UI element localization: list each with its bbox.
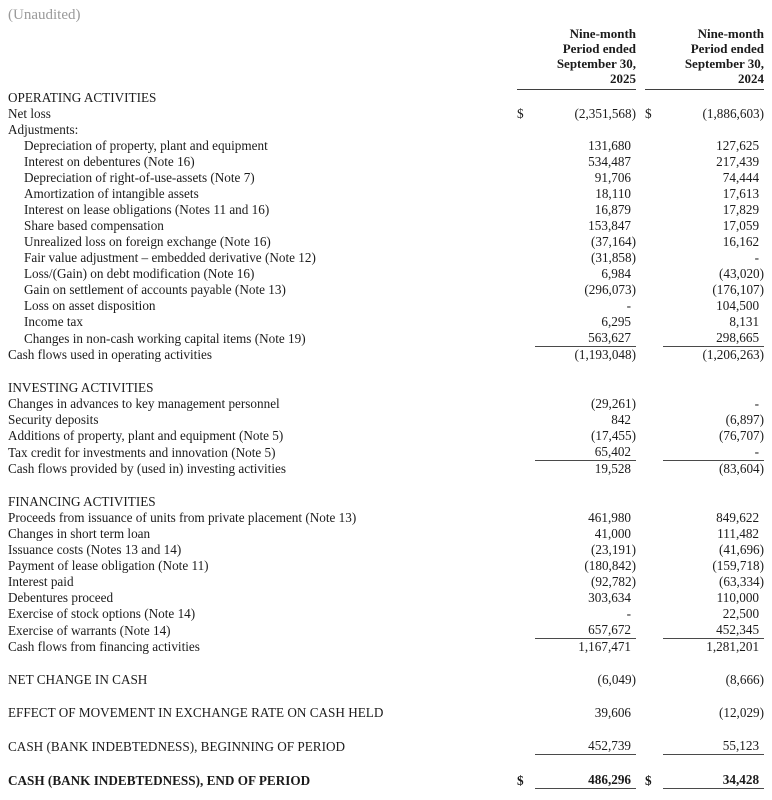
- row-label: Interest paid: [8, 574, 74, 589]
- value-2024: 55,123: [663, 738, 764, 755]
- column-gap: [636, 250, 645, 266]
- dollar-sign-2025: [517, 705, 535, 721]
- value-2024: (8,666): [725, 672, 765, 687]
- dollar-sign-2025: [517, 542, 535, 558]
- column-header-line: Period ended: [562, 41, 637, 56]
- table-header: [8, 26, 764, 90]
- dollar-sign-2024: [645, 444, 663, 461]
- column-gap: [636, 622, 645, 639]
- value-2024: (1,206,263): [702, 347, 765, 362]
- dollar-sign-2024: [645, 380, 663, 396]
- row-label: Additions of property, plant and equipment (Note 5): [8, 428, 284, 443]
- value-2025: 842: [611, 412, 632, 427]
- column-gap: [636, 558, 645, 574]
- value-2024: -: [663, 444, 764, 461]
- table-row: [8, 122, 764, 138]
- column-gap: [636, 606, 645, 622]
- row-label: Interest on debentures (Note 16): [24, 154, 195, 169]
- row-label: Loss on asset disposition: [24, 298, 156, 313]
- dollar-sign-2025: [517, 122, 535, 138]
- value-2025: (17,455): [590, 428, 637, 443]
- row-label: Exercise of stock options (Note 14): [8, 606, 196, 621]
- dollar-sign-2025: [517, 330, 535, 347]
- dollar-sign-2025: $: [517, 772, 524, 788]
- value-2025: (31,858): [590, 250, 637, 265]
- value-2025: (296,073): [584, 282, 637, 297]
- table-row: [8, 170, 764, 186]
- spacer-row: [8, 477, 764, 494]
- table-row: [8, 494, 764, 510]
- row-label: Proceeds from issuance of units from private placement (Note 13): [8, 510, 357, 525]
- table-row: [8, 266, 764, 282]
- value-2024: (41,696): [718, 542, 765, 557]
- row-label: Issuance costs (Notes 13 and 14): [8, 542, 182, 557]
- cash-flow-table: [8, 26, 764, 789]
- column-header-line: 2024: [738, 71, 765, 86]
- value-2025: 486,296: [535, 772, 636, 789]
- table-row: [8, 396, 764, 412]
- spacer-cell: [8, 688, 764, 705]
- column-gap: [636, 396, 645, 412]
- dollar-sign-2025: [517, 639, 535, 656]
- table-row: [8, 705, 764, 721]
- table-row: [8, 672, 764, 688]
- column-header-line: 2025: [610, 71, 637, 86]
- row-label: Adjustments:: [8, 122, 79, 137]
- value-2024: 17,059: [722, 218, 760, 233]
- value-2025: 16,879: [594, 202, 632, 217]
- table-row: [8, 542, 764, 558]
- row-label: FINANCING ACTIVITIES: [8, 494, 156, 509]
- dollar-sign-2025: [517, 412, 535, 428]
- value-2025: 65,402: [535, 444, 636, 461]
- row-label: Income tax: [24, 314, 83, 329]
- dollar-sign-2025: [517, 380, 535, 396]
- dollar-sign-2025: [517, 396, 535, 412]
- column-gap: [636, 234, 645, 250]
- spacer-row: [8, 755, 764, 773]
- dollar-sign-2024: [645, 218, 663, 234]
- dollar-sign-2024: [645, 590, 663, 606]
- dollar-sign-2024: [645, 250, 663, 266]
- table-row: [8, 138, 764, 154]
- table-row: [8, 606, 764, 622]
- value-2025: 563,627: [535, 330, 636, 347]
- table-row: [8, 590, 764, 606]
- dollar-sign-2025: [517, 461, 535, 478]
- column-gap: [636, 412, 645, 428]
- value-2024: [663, 90, 764, 107]
- column-gap: [636, 461, 645, 478]
- dollar-sign-2024: [645, 266, 663, 282]
- value-2024: (43,020): [718, 266, 765, 281]
- value-2024: (83,604): [718, 461, 765, 476]
- value-2024: 127,625: [716, 138, 760, 153]
- dollar-sign-2025: [517, 250, 535, 266]
- row-label: Debentures proceed: [8, 590, 114, 605]
- column-gap: [636, 574, 645, 590]
- value-2025: [535, 494, 636, 510]
- dollar-sign-2025: [517, 590, 535, 606]
- column-gap: [636, 202, 645, 218]
- column-gap: [636, 672, 645, 688]
- dollar-sign-2024: [645, 639, 663, 656]
- value-2024: 17,613: [722, 186, 760, 201]
- dollar-sign-2025: [517, 672, 535, 688]
- row-label: Cash flows from financing activities: [8, 639, 200, 654]
- row-label: CASH (BANK INDEBTEDNESS), BEGINNING OF PERIOD: [8, 738, 346, 754]
- column-gap: [636, 170, 645, 186]
- table-row: [8, 738, 764, 755]
- dollar-sign-2024: [645, 282, 663, 298]
- dollar-sign-2025: [517, 282, 535, 298]
- column-gap: [636, 122, 645, 138]
- value-2024: (76,707): [718, 428, 765, 443]
- dollar-sign-2024: [645, 738, 663, 755]
- table-row: [8, 461, 764, 478]
- dollar-sign-2024: [645, 396, 663, 412]
- value-2024: 452,345: [663, 622, 764, 639]
- dollar-sign-2025: [517, 526, 535, 542]
- dollar-sign-2024: [645, 90, 663, 107]
- dollar-sign-2024: [645, 298, 663, 314]
- value-2024: -: [754, 396, 760, 411]
- dollar-sign-2024: [645, 412, 663, 428]
- value-2024: [663, 380, 764, 396]
- dollar-sign-2024: [645, 461, 663, 478]
- spacer-row: [8, 688, 764, 705]
- row-label: Net loss: [8, 106, 51, 121]
- dollar-sign-2025: [517, 444, 535, 461]
- dollar-sign-2024: [645, 234, 663, 250]
- value-2025: 303,634: [588, 590, 632, 605]
- dollar-sign-2024: $: [645, 772, 652, 788]
- value-2024: 1,281,201: [706, 639, 760, 654]
- value-2025: 131,680: [588, 138, 632, 153]
- table-row: [8, 574, 764, 590]
- dollar-sign-2025: [517, 154, 535, 170]
- statement-body: [8, 90, 764, 789]
- value-2025: (6,049): [597, 672, 637, 687]
- row-label: Changes in non-cash working capital items (Note 19): [24, 330, 306, 346]
- value-2025: 153,847: [588, 218, 632, 233]
- row-label: Unrealized loss on foreign exchange (Note 16): [24, 234, 271, 249]
- value-2024: 104,500: [716, 298, 760, 313]
- value-2024: 34,428: [663, 772, 764, 789]
- table-row: [8, 218, 764, 234]
- value-2024: (63,334): [718, 574, 765, 589]
- column-gap: [636, 444, 645, 461]
- value-2024: 8,131: [729, 314, 760, 329]
- table-row: [8, 380, 764, 396]
- dollar-sign-2025: [517, 138, 535, 154]
- value-2025: (23,191): [590, 542, 637, 557]
- dollar-sign-2024: [645, 510, 663, 526]
- column-header-2024: [645, 26, 764, 90]
- table-row: [8, 186, 764, 202]
- table-row: [8, 428, 764, 444]
- row-label: Depreciation of right-of-use-assets (Note 7): [24, 170, 255, 185]
- value-2025: [535, 122, 636, 138]
- dollar-sign-2024: [645, 542, 663, 558]
- dollar-sign-2024: [645, 705, 663, 721]
- value-2025: 6,984: [601, 266, 632, 281]
- value-2025: 41,000: [594, 526, 632, 541]
- value-2024: [663, 122, 764, 138]
- column-gap: [636, 314, 645, 330]
- value-2025: 6,295: [601, 314, 632, 329]
- column-gap: [636, 705, 645, 721]
- value-2025: (180,842): [584, 558, 637, 573]
- dollar-sign-2025: [517, 558, 535, 574]
- column-gap: [636, 106, 645, 122]
- dollar-sign-2024: [645, 170, 663, 186]
- row-label: Tax credit for investments and innovation (Note 5): [8, 444, 276, 460]
- row-label: Depreciation of property, plant and equipment: [24, 138, 268, 153]
- value-2024: (176,107): [712, 282, 765, 297]
- spacer-cell: [8, 721, 764, 738]
- row-label: Interest on lease obligations (Notes 11 and 16): [24, 202, 270, 217]
- spacer-cell: [8, 655, 764, 672]
- dollar-sign-2024: [645, 558, 663, 574]
- value-2025: 534,487: [588, 154, 632, 169]
- dollar-sign-2025: [517, 494, 535, 510]
- dollar-sign-2025: [517, 347, 535, 364]
- dollar-sign-2025: $: [517, 106, 524, 121]
- value-2025: (29,261): [590, 396, 637, 411]
- value-2025: [535, 380, 636, 396]
- row-label: Fair value adjustment – embedded derivative (Note 12): [24, 250, 316, 265]
- dollar-sign-2025: [517, 186, 535, 202]
- column-gap: [636, 298, 645, 314]
- spacer-row: [8, 655, 764, 672]
- dollar-sign-2025: [517, 202, 535, 218]
- dollar-sign-2024: [645, 526, 663, 542]
- dollar-sign-2024: [645, 122, 663, 138]
- column-header-2025: [517, 26, 636, 90]
- value-2025: 657,672: [535, 622, 636, 639]
- table-row: [8, 298, 764, 314]
- dollar-sign-2025: [517, 234, 535, 250]
- value-2024: 74,444: [722, 170, 760, 185]
- dollar-sign-2024: [645, 202, 663, 218]
- column-gap: [636, 138, 645, 154]
- column-gap: [636, 90, 645, 107]
- row-label: Changes in short term loan: [8, 526, 151, 541]
- column-header-line: Nine-month: [569, 26, 637, 41]
- value-2024: (1,886,603): [702, 106, 765, 121]
- table-row: [8, 526, 764, 542]
- value-2025: [535, 90, 636, 107]
- column-gap: [636, 218, 645, 234]
- column-gap: [636, 542, 645, 558]
- value-2025: (92,782): [590, 574, 637, 589]
- header-gap-spacer: [636, 26, 645, 90]
- row-label: OPERATING ACTIVITIES: [8, 90, 157, 105]
- value-2025: -: [626, 606, 632, 621]
- table-row: [8, 90, 764, 107]
- value-2025: (1,193,048): [574, 347, 637, 362]
- row-label: Loss/(Gain) on debt modification (Note 16): [24, 266, 255, 281]
- column-gap: [636, 639, 645, 656]
- dollar-sign-2025: [517, 738, 535, 755]
- column-gap: [636, 186, 645, 202]
- column-gap: [636, 494, 645, 510]
- dollar-sign-2024: [645, 428, 663, 444]
- dollar-sign-2025: [517, 218, 535, 234]
- column-gap: [636, 380, 645, 396]
- dollar-sign-2024: [645, 606, 663, 622]
- column-gap: [636, 510, 645, 526]
- table-row: [8, 250, 764, 266]
- dollar-sign-2025: [517, 90, 535, 107]
- value-2024: 217,439: [716, 154, 760, 169]
- table-row: [8, 202, 764, 218]
- spacer-cell: [8, 755, 764, 773]
- column-gap: [636, 526, 645, 542]
- column-gap: [636, 590, 645, 606]
- table-row: [8, 154, 764, 170]
- dollar-sign-2024: [645, 494, 663, 510]
- table-row: [8, 234, 764, 250]
- dollar-sign-2024: [645, 138, 663, 154]
- table-row: [8, 412, 764, 428]
- row-label: INVESTING ACTIVITIES: [8, 380, 154, 395]
- dollar-sign-2025: [517, 622, 535, 639]
- value-2024: 16,162: [722, 234, 760, 249]
- value-2024: -: [754, 250, 760, 265]
- row-label: Security deposits: [8, 412, 99, 427]
- column-header-line: Nine-month: [697, 26, 765, 41]
- row-label: EFFECT OF MOVEMENT IN EXCHANGE RATE ON CASH HELD: [8, 705, 384, 720]
- value-2024: 17,829: [722, 202, 760, 217]
- row-label: Payment of lease obligation (Note 11): [8, 558, 209, 573]
- column-gap: [636, 428, 645, 444]
- dollar-sign-2025: [517, 606, 535, 622]
- column-gap: [636, 282, 645, 298]
- row-label: Cash flows used in operating activities: [8, 347, 213, 362]
- table-row: [8, 639, 764, 656]
- value-2025: 452,739: [535, 738, 636, 755]
- row-label: Changes in advances to key management personnel: [8, 396, 280, 411]
- row-label: Cash flows provided by (used in) investing activities: [8, 461, 286, 476]
- column-header-line: Period ended: [690, 41, 765, 56]
- dollar-sign-2024: [645, 622, 663, 639]
- header-row: [8, 26, 764, 90]
- dollar-sign-2025: [517, 510, 535, 526]
- value-2024: 22,500: [722, 606, 760, 621]
- table-row: [8, 558, 764, 574]
- value-2024: 110,000: [716, 590, 760, 605]
- dollar-sign-2025: [517, 170, 535, 186]
- value-2024: (6,897): [725, 412, 765, 427]
- value-2024: 111,482: [717, 526, 760, 541]
- value-2025: -: [626, 298, 632, 313]
- table-row: [8, 330, 764, 347]
- spacer-row: [8, 363, 764, 380]
- value-2025: 461,980: [588, 510, 632, 525]
- dollar-sign-2025: [517, 266, 535, 282]
- value-2025: 19,528: [594, 461, 632, 476]
- row-label: Amortization of intangible assets: [24, 186, 199, 201]
- spacer-row: [8, 721, 764, 738]
- dollar-sign-2025: [517, 428, 535, 444]
- dollar-sign-2024: $: [645, 106, 652, 121]
- row-label: Share based compensation: [24, 218, 164, 233]
- column-gap: [636, 772, 645, 789]
- dollar-sign-2025: [517, 314, 535, 330]
- row-label: CASH (BANK INDEBTEDNESS), END OF PERIOD: [8, 772, 311, 788]
- value-2024: 849,622: [716, 510, 760, 525]
- value-2025: 1,167,471: [578, 639, 632, 654]
- value-2025: (2,351,568): [574, 106, 637, 121]
- value-2024: (12,029): [718, 705, 765, 720]
- table-row: [8, 106, 764, 122]
- dollar-sign-2024: [645, 330, 663, 347]
- value-2025: (37,164): [590, 234, 637, 249]
- value-2024: [663, 494, 764, 510]
- dollar-sign-2024: [645, 154, 663, 170]
- table-row: [8, 314, 764, 330]
- value-2025: 39,606: [594, 705, 632, 720]
- column-gap: [636, 347, 645, 364]
- value-2025: 18,110: [595, 186, 632, 201]
- unaudited-label: (Unaudited): [8, 7, 81, 23]
- table-row: [8, 282, 764, 298]
- dollar-sign-2024: [645, 186, 663, 202]
- row-label: NET CHANGE IN CASH: [8, 672, 148, 687]
- column-gap: [636, 154, 645, 170]
- table-row: [8, 347, 764, 364]
- spacer-cell: [8, 477, 764, 494]
- dollar-sign-2024: [645, 574, 663, 590]
- dollar-sign-2024: [645, 347, 663, 364]
- value-2024: 298,665: [663, 330, 764, 347]
- dollar-sign-2024: [645, 672, 663, 688]
- table-row: [8, 622, 764, 639]
- column-gap: [636, 266, 645, 282]
- column-gap: [636, 330, 645, 347]
- row-label: Gain on settlement of accounts payable (Note 13): [24, 282, 286, 297]
- value-2024: (159,718): [712, 558, 765, 573]
- value-2025: 91,706: [594, 170, 632, 185]
- dollar-sign-2025: [517, 574, 535, 590]
- row-label: Exercise of warrants (Note 14): [8, 622, 171, 638]
- column-header-line: September 30,: [684, 56, 765, 71]
- dollar-sign-2024: [645, 314, 663, 330]
- dollar-sign-2025: [517, 298, 535, 314]
- spacer-cell: [8, 363, 764, 380]
- table-row: [8, 444, 764, 461]
- table-row: [8, 772, 764, 789]
- column-header-line: September 30,: [556, 56, 637, 71]
- table-row: [8, 510, 764, 526]
- column-gap: [636, 738, 645, 755]
- header-label-spacer: [8, 26, 517, 90]
